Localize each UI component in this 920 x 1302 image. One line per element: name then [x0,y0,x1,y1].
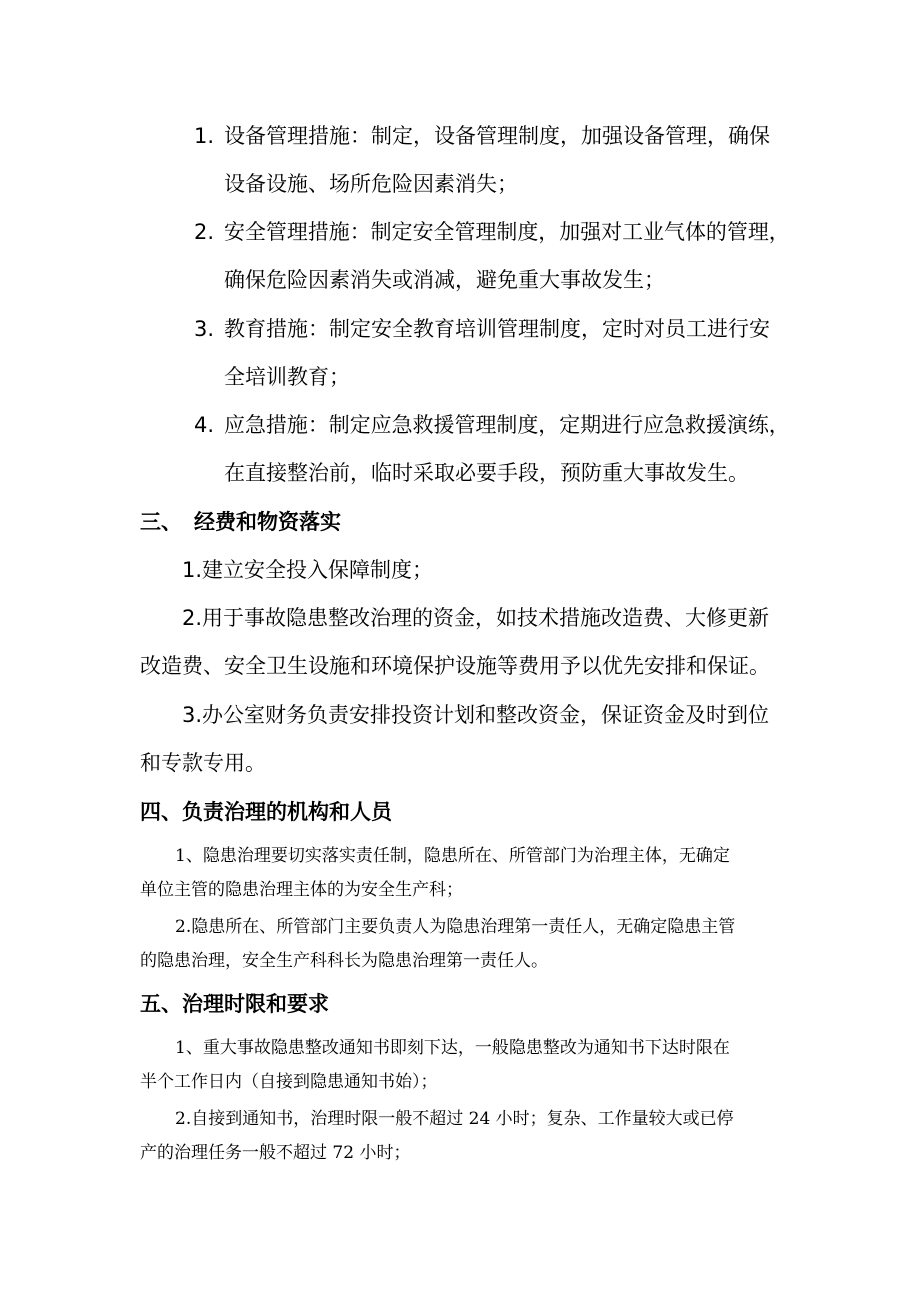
section-4-item-1-line-2: 单位主管的隐患治理主体的为安全生产科； [140,880,463,900]
measure-3-text: 教育措施：制定安全教育培训管理制度，定时对员工进行安 [224,317,770,341]
measure-1-line-2: 设备设施、场所危险因素消失； [224,172,518,196]
section-5-item-1-line-1: 1、重大事故隐患整改通知书即刻下达，一般隐患整改为通知书下达时限在 [175,1038,730,1058]
measure-1-number: 1. [194,124,215,148]
section-4-item-2-line-1: 2.隐患所在、所管部门主要负责人为隐患治理第一责任人，无确定隐患主管 [175,917,736,937]
measure-2-line-1 [194,217,790,247]
measure-2-number: 2. [194,220,214,244]
measure-2-line-2: 确保危险因素消失或消减，避免重大事故发生； [224,268,665,292]
section-5-item-1-line-2: 半个工作日内（自接到隐患通知书始）； [140,1072,438,1092]
section-3-item-3-line-1: 3.办公室财务负责安排投资计划和整改资金，保证资金及时到位 [182,703,770,727]
section-3-number: 三、 [140,510,182,534]
section-4-heading: 四、负责治理的机构和人员 [140,800,392,824]
section-3-item-2-line-1: 2.用于事故隐患整改治理的资金，如技术措施改造费、大修更新 [182,606,770,630]
measure-4-line-1 [194,410,790,440]
measure-1-text: 设备管理措施：制定，设备管理制度，加强设备管理，确保 [224,124,770,148]
section-3-item-1: 1.建立安全投入保障制度； [182,558,434,582]
section-3-item-2-line-2: 改造费、安全卫生设施和环境保护设施等费用予以优先安排和保证。 [140,654,770,678]
measure-2-text: 安全管理措施：制定安全管理制度，加强对工业气体的管理， [224,220,790,244]
section-3-heading [140,507,341,537]
section-5-item-2-line-1: 2.自接到通知书，治理时限一般不超过 24 小时；复杂、工作量较大或已停 [175,1109,734,1129]
section-4-item-1-line-1: 1、隐患治理要切实落实责任制，隐患所在、所管部门为治理主体，无确定 [175,846,730,866]
section-3-item-3-line-2: 和专款专用。 [140,751,266,775]
measure-4-line-2: 在直接整治前，临时采取必要手段，预防重大事故发生。 [224,461,749,485]
section-5-item-2-line-2: 产的治理任务一般不超过 72 小时； [140,1143,411,1163]
measure-4-text: 应急措施：制定应急救援管理制度，定期进行应急救援演练， [224,413,790,437]
measure-4-number: 4. [194,413,214,437]
measure-3-line-1 [194,314,770,344]
measure-1-line-1 [194,121,770,151]
section-3-title: 经费和物资落实 [194,510,341,534]
measure-3-line-2: 全培训教育； [224,365,350,389]
section-5-heading: 五、治理时限和要求 [140,992,329,1016]
section-4-item-2-line-2: 的隐患治理，安全生产科科长为隐患治理第一责任人。 [140,951,548,971]
measure-3-number: 3. [194,317,215,341]
